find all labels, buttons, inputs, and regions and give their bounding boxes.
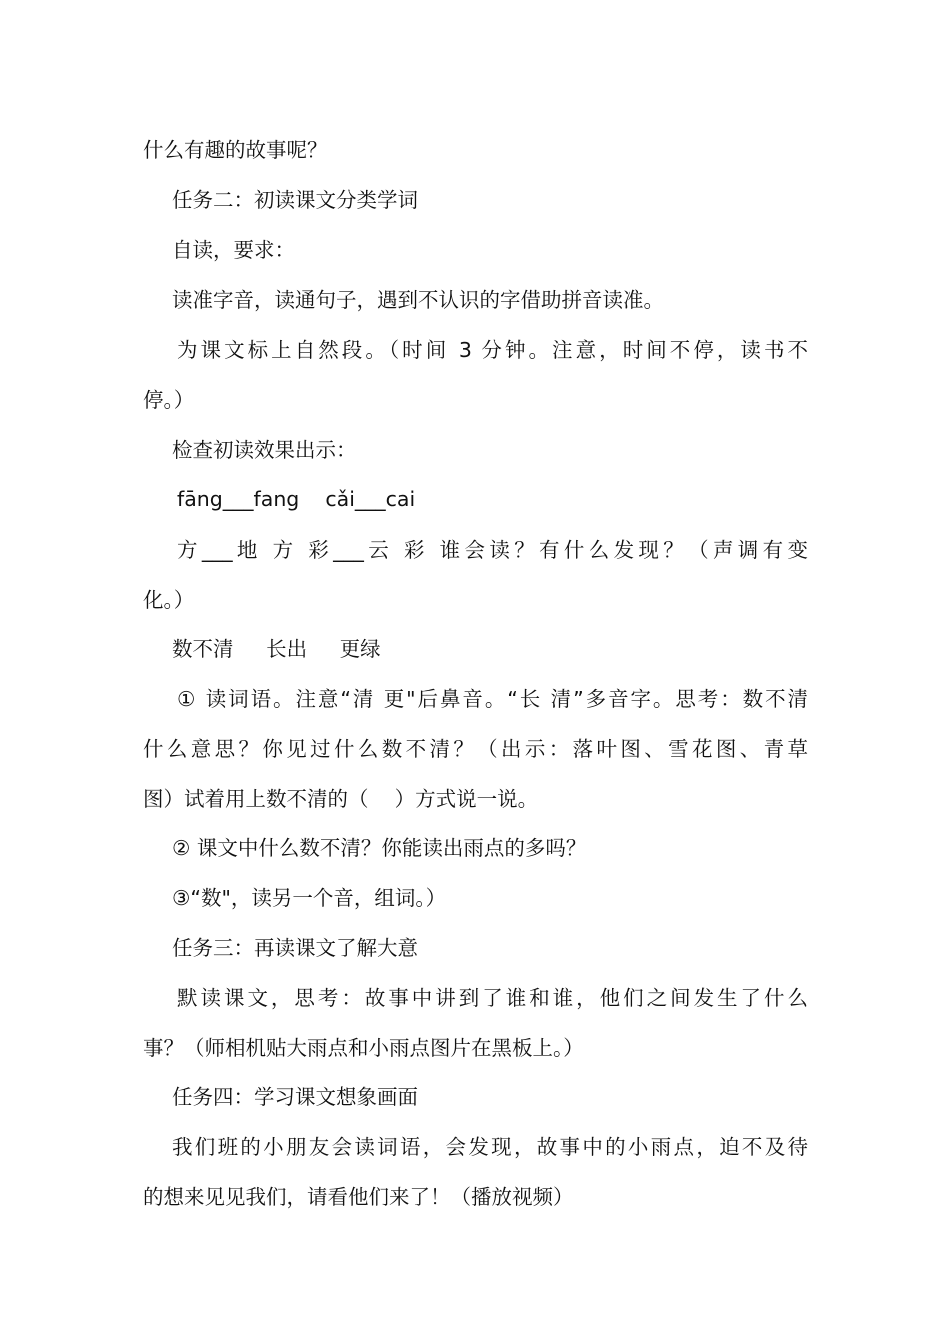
self-read-requirement: 自读，要求： bbox=[172, 238, 295, 262]
closing-paragraph-cont: 的想来见见我们，请看他们来了！（播放视频） bbox=[143, 1185, 574, 1209]
requirement-mark-paragraphs: 为课文标上自然段。（时间 3 分钟。注意，时间不停，读书不 bbox=[177, 338, 808, 362]
step-one-read-words-cont2: 图）试着用上数不清的（ ）方式说一说。 bbox=[143, 787, 539, 811]
step-two-question: ② 课文中什么数不清？你能读出雨点的多吗？ bbox=[172, 836, 587, 860]
pinyin-line: fāng___fang cǎi___cai bbox=[177, 487, 416, 511]
paragraph-intro-question: 什么有趣的故事呢？ bbox=[143, 138, 328, 162]
step-three-other-sound: ③“数"，读另一个音，组词。） bbox=[172, 886, 447, 910]
silent-reading-prompt-cont: 事？（师相机贴大雨点和小雨点图片在黑板上。） bbox=[143, 1036, 584, 1060]
closing-paragraph: 我们班的小朋友会读词语，会发现，故事中的小雨点，迫不及待 bbox=[172, 1135, 808, 1159]
requirement-mark-paragraphs-cont: 停。） bbox=[143, 388, 195, 412]
step-one-read-words: ① 读词语。注意“清 更"后鼻音。“长 清”多音字。思考：数不清 bbox=[177, 687, 808, 711]
requirement-read-accurately: 读准字音，读通句子，遇到不认识的字借助拼音读准。 bbox=[172, 288, 664, 312]
task-two-heading: 任务二：初读课文分类学词 bbox=[172, 188, 418, 212]
task-four-heading: 任务四：学习课文想象画面 bbox=[172, 1085, 418, 1109]
step-one-read-words-cont1: 什么意思？你见过什么数不清？（出示：落叶图、雪花图、青草 bbox=[143, 737, 808, 761]
polyphone-words-line: 方___地 方 彩___云 彩 谁会读？有什么发现？（声调有变 bbox=[177, 538, 808, 562]
vocab-words-line: 数不清 长出 更绿 bbox=[172, 637, 381, 661]
polyphone-words-line-cont: 化。） bbox=[143, 588, 195, 612]
silent-reading-prompt: 默读课文，思考：故事中讲到了谁和谁，他们之间发生了什么 bbox=[177, 986, 808, 1010]
check-reading-heading: 检查初读效果出示： bbox=[172, 438, 357, 462]
task-three-heading: 任务三：再读课文了解大意 bbox=[172, 936, 418, 960]
